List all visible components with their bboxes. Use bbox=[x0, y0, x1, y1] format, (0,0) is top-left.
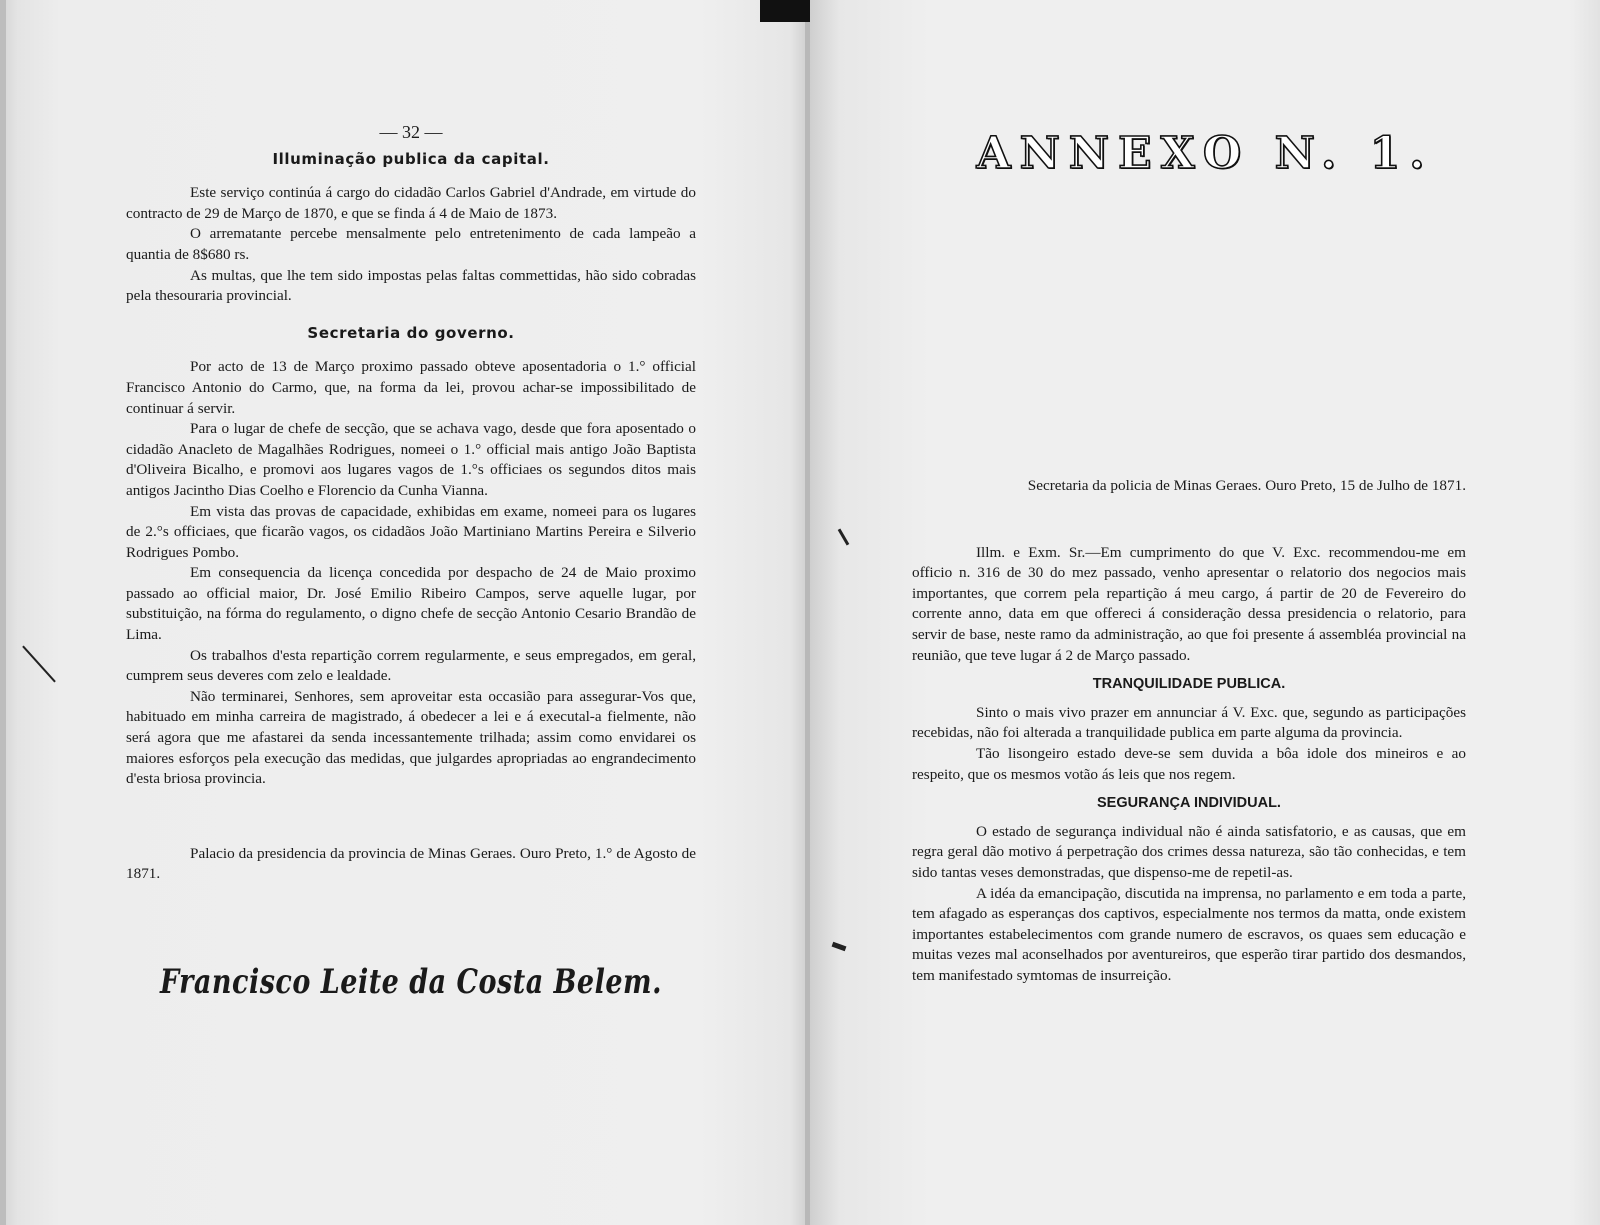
section-heading-tranquilidade: TRANQUILIDADE PUBLICA. bbox=[1092, 676, 1286, 693]
paragraph: Por acto de 13 de Março proximo passado obteve aposentadoria o 1.° official Francisco Antonio do Carmo, que, na forma da lei, provou achar-se impossibilitado de continuar á servir. bbox=[126, 358, 696, 417]
section-heading-seguranca: SEGURANÇA INDIVIDUAL. bbox=[1097, 795, 1281, 812]
paragraph: Não terminarei, Senhores, sem aproveitar esta occasião para assegurar-Vos que, habituado em minha carreira de magistrado, á obedecer a lei e á executal-a fielmente, não será agora que me afastarei da senda incessantemente trilhada; assim como envidarei os maiores esforços pela execução das medidas, que julgardes apropriadas ao engrandecimento d'esta briosa provincia. bbox=[126, 687, 696, 788]
paragraph: O estado de segurança individual não é ainda satisfatorio, e as causas, que em regra geral dão motivo á perpetração dos crimes dessa natureza, são tão conhecidas, e tem sido tantas veses demonstradas, que dispenso-me de repetil-as. bbox=[912, 822, 1466, 881]
section-heading-illuminacao: Illuminação publica da capital. bbox=[272, 149, 550, 168]
paragraph: Tão lisongeiro estado deve-se sem duvida a bôa idole dos mineiros e ao respeito, que os mesmos votão ás leis que nos regem. bbox=[912, 744, 1466, 783]
section-heading-secretaria: Secretaria do governo. bbox=[307, 323, 515, 342]
paragraph: A idéa da emancipação, discutida na imprensa, no parlamento e em toda a parte, tem afagado as esperanças dos captivos, especialmente nos termos da matta, onde existem importantes estabelecimentos com grande numero de escravos, os quaes sem educação e muitas vezes mal aconselhados por aventureiros, que esperão tirar partido dos desmandos, tem manifestado symtomas de insurreição. bbox=[912, 884, 1466, 984]
annex-title: ANNEXO N. 1. bbox=[976, 128, 1434, 179]
intro-paragraph: Illm. e Exm. Sr.—Em cumprimento do que V. Exc. recommendou-me em officio n. 316 de 30 do mez passado, venho apresentar o relatorio dos negocios mais importantes, que correm pela repartição á meu cargo, á partir de 20 de Fevereiro do corrente anno, data em que offereci á consideração dessa presidencia o relatorio, para servir de base, neste ramo da administração, ao que foi presente á assembléa provincial na reunião, que teve lugar á 2 de Março passado. bbox=[912, 543, 1466, 664]
paragraph: O arrematante percebe mensalmente pelo entretenimento de cada lampeão a quantia de 8$680 rs. bbox=[126, 225, 696, 263]
signature: Francisco Leite da Costa Belem. bbox=[159, 962, 662, 1002]
paragraph: Em vista das provas de capacidade, exhibidas em exame, nomeei para os lugares de 2.°s officiaes, que ficarão vagos, os cidadãos João Martiniano Martins Pereira e Silverio Rodrigues Pombo. bbox=[126, 502, 696, 561]
right-page-text bbox=[912, 476, 1466, 986]
scan-mark bbox=[832, 942, 847, 951]
scan-mark bbox=[22, 645, 56, 682]
scan-mark bbox=[838, 528, 850, 545]
page-number: — 32 — bbox=[379, 122, 443, 142]
paragraph: Em consequencia da licença concedida por despacho de 24 de Maio proximo passado ao official maior, Dr. José Emilio Ribeiro Campos, serve aquelle lugar, por substituição, na fórma do regulamento, o digno chefe de secção Antonio Cesario Brandão de Lima. bbox=[126, 564, 696, 644]
paragraph: Para o lugar de chefe de secção, que se achava vago, desde que fora aposentado o cidadão Anacleto de Magalhães Rodrigues, nomeei o 1.° official mais antigo João Baptista d'Oliveira Bicalho, e promovi aos lugares vagos de 1.°s officiaes os segundos ditos mais antigos Jacintho Dias Coelho e Florencio da Cunha Vianna. bbox=[126, 420, 696, 499]
left-page-text bbox=[126, 122, 696, 1002]
closing-dateline: Palacio da presidencia da provincia de Minas Geraes. Ouro Preto, 1.° de Agosto de 1871. bbox=[126, 844, 696, 883]
dateline: Secretaria da policia de Minas Geraes. Ouro Preto, 15 de Julho de 1871. bbox=[1027, 477, 1466, 494]
right-page bbox=[810, 0, 1600, 1225]
paragraph: Os trabalhos d'esta repartição correm regularmente, e seus empregados, em geral, cumprem seus deveres com zelo e lealdade. bbox=[126, 646, 696, 685]
page-edge-shadow bbox=[0, 0, 6, 1225]
paragraph: As multas, que lhe tem sido impostas pelas faltas commettidas, hão sido cobradas pela thesouraria provincial. bbox=[126, 266, 696, 305]
paragraph: Sinto o mais vivo prazer em annunciar á V. Exc. que, segundo as participações recebidas, não foi alterada a tranquilidade publica em parte alguma da provincia. bbox=[912, 703, 1466, 742]
paragraph: Este serviço continúa á cargo do cidadão Carlos Gabriel d'Andrade, em virtude do contracto de 29 de Março de 1870, e que se finda á 4 de Maio de 1873. bbox=[126, 184, 696, 222]
